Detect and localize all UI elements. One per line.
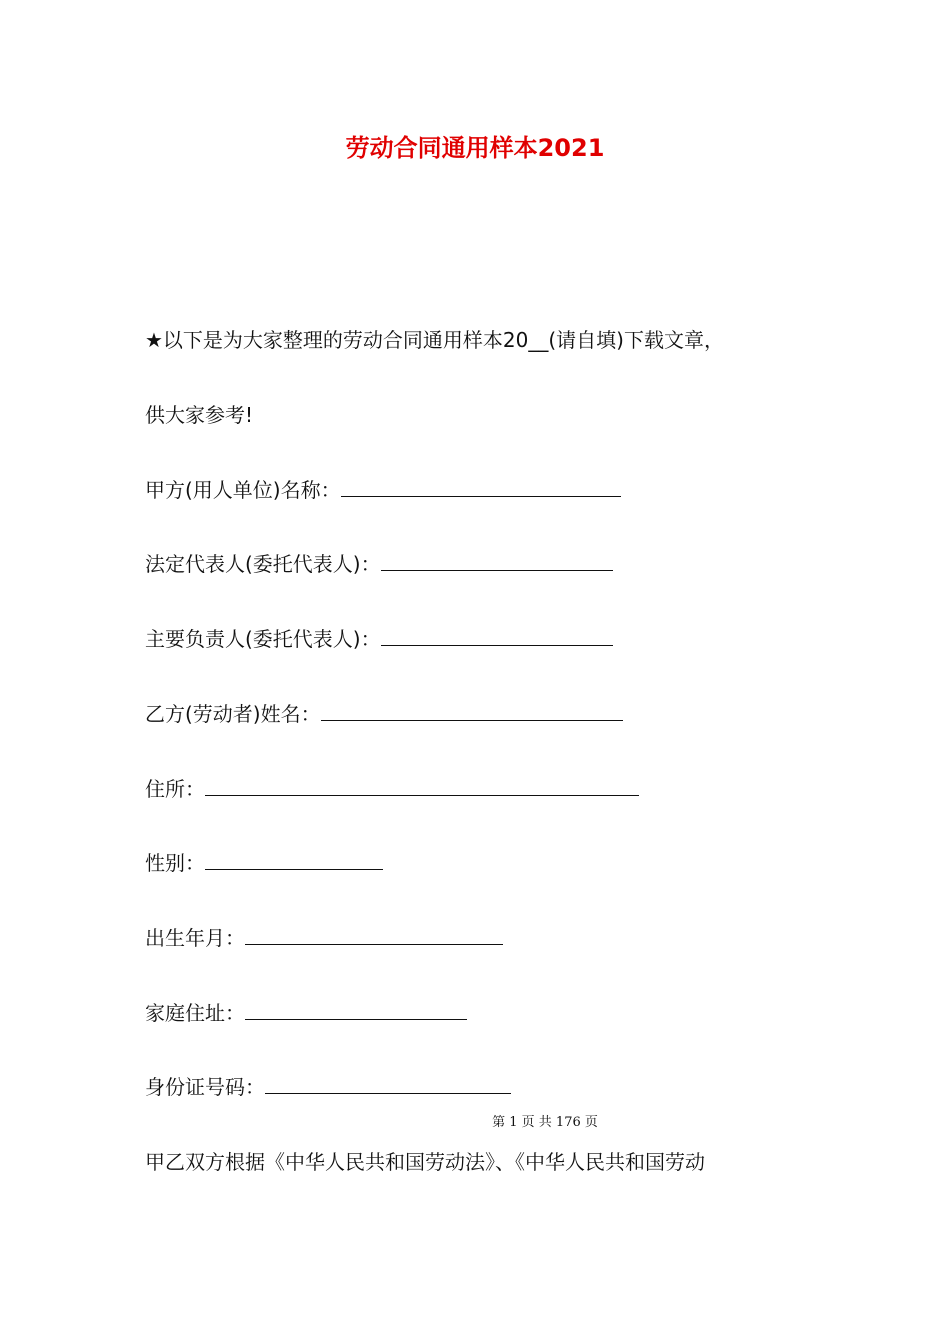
field-employee-name [145,700,623,728]
field-label: 乙方(劳动者)姓名： [145,702,321,726]
field-gender [145,849,383,877]
field-birth-date [145,924,503,952]
fill-blank[interactable] [265,1073,511,1094]
field-employer-name [145,476,621,504]
fill-blank[interactable] [321,700,623,721]
field-label: 主要负责人(委托代表人)： [145,627,381,651]
fill-blank[interactable] [381,550,613,571]
field-legal-representative [145,550,613,578]
fill-blank[interactable] [205,775,639,796]
field-label: 法定代表人(委托代表人)： [145,552,381,576]
field-label: 住所： [145,777,205,801]
field-label: 性别： [145,851,205,875]
field-residence [145,775,639,803]
body-paragraph-line: 甲乙双方根据《中华人民共和国劳动法》、《中华人民共和国劳动 [145,1150,705,1174]
field-label: 出生年月： [145,926,245,950]
fill-blank[interactable] [245,924,503,945]
field-label: 甲方(用人单位)名称： [145,478,341,502]
fill-blank[interactable] [205,849,383,870]
field-id-number [145,1073,511,1101]
fill-blank[interactable] [381,625,613,646]
field-principal [145,625,613,653]
page-number: 第 1 页 共 176 页 [492,1115,598,1130]
intro-line-1: ★以下是为大家整理的劳动合同通用样本20__(请自填)下载文章， [145,328,724,352]
fill-blank[interactable] [341,476,621,497]
page-footer [0,1114,950,1132]
field-home-address [145,999,467,1027]
fill-blank[interactable] [245,999,467,1020]
intro-line-2: 供大家参考! [145,403,254,427]
document-title: 劳动合同通用样本2021 [345,134,605,162]
field-label: 家庭住址： [145,1001,245,1025]
field-label: 身份证号码： [145,1075,265,1099]
